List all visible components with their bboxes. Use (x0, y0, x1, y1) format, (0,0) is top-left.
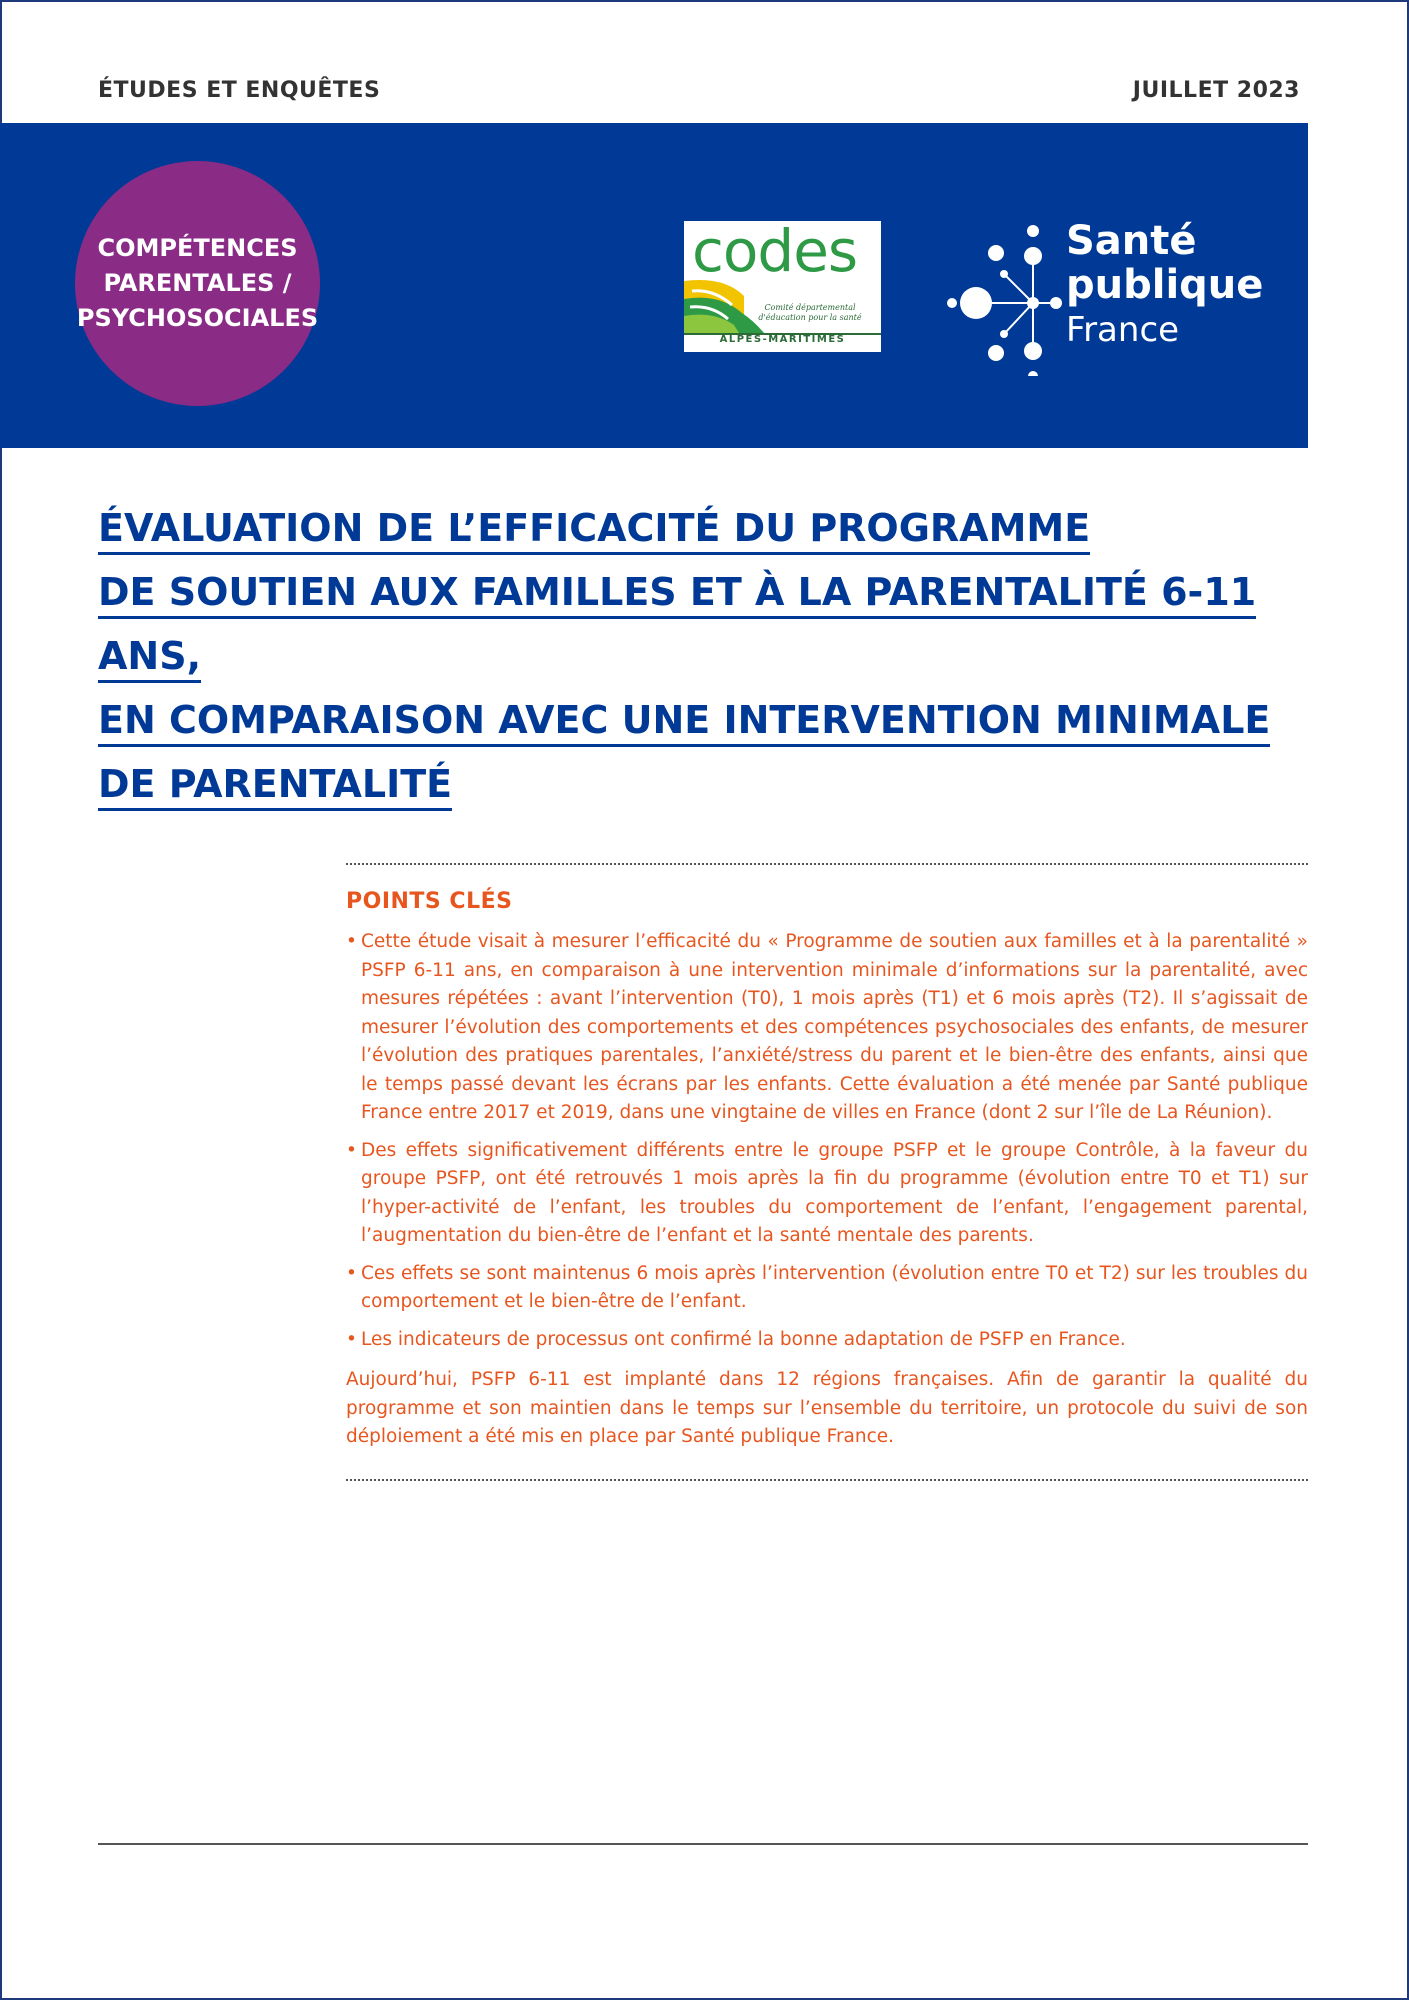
badge-line: COMPÉTENCES (97, 234, 298, 262)
header-banner (0, 123, 1308, 448)
spf-line3: France (1066, 310, 1180, 350)
codes-region: ALPES-MARITIMES (719, 334, 846, 345)
document-title (98, 496, 1318, 816)
key-point-text: Des effets significativement différents entre le groupe PSFP et le groupe Contrôle, à la faveur du groupe PSFP, ont été retrouvés 1 mois après la fin du programme (évolution entre T0 et T1) sur l’hyper-activité de l’enfant, les troubles du comportement de l’enfant, l’engagement parental, l’augmentation du bien-être de l’enfant et la santé mentale des parents. (361, 1139, 1308, 1246)
codes-wordmark: codes (692, 217, 858, 285)
bullet-icon: • (346, 931, 357, 952)
list-item (346, 1326, 1308, 1355)
bullet-icon: • (346, 1139, 357, 1161)
topic-badge (75, 161, 320, 406)
title-line: DE PARENTALITÉ (98, 752, 1318, 816)
title-line: ÉVALUATION DE L’EFFICACITÉ DU PROGRAMME (98, 496, 1318, 560)
spf-line2: publique (1066, 262, 1264, 308)
key-point-text: Cette étude visait à mesurer l’efficacité du « Programme de soutien aux familles et à la parentalité » PSFP 6-11 ans, en comparaison à une intervention minimale d’informations sur la parentalité, avec mesures répétées : avant l’intervention (T0), 1 mois après (T1) et 6 mois après (T2). Il s’agissait de mesurer l’évolution des comportements et des compétences psychosociales des enfants, de mesurer l’évolution des pratiques parentales, l’anxiété/stress du parent et le bien-être des enfants, ainsi que le temps passé devant les écrans par les enfants. Cette évaluation a été menée par Santé publique France entre 2017 et 2019, dans une vingtaine de villes en France (dont 2 sur l’île de La Réunion). (361, 931, 1308, 1123)
codes-logo (684, 217, 881, 352)
codes-subtitle: Comité départemental d'éducation pour la santé (758, 303, 862, 322)
list-item (346, 1260, 1308, 1317)
key-points-top-divider (346, 863, 1308, 865)
bullet-icon: • (346, 1328, 357, 1350)
bullet-icon: • (346, 1262, 357, 1284)
sante-publique-france-logo (944, 201, 1264, 376)
key-points-list (346, 928, 1308, 1363)
key-point-text: Ces effets se sont maintenus 6 mois après l’intervention (évolution entre T0 et T2) sur les troubles du comportement et le bien-être de l’enfant. (361, 1262, 1308, 1312)
spf-line1: Santé (1066, 218, 1197, 264)
network-dots-icon (944, 201, 1069, 376)
list-item (346, 928, 1308, 1128)
list-item (346, 1137, 1308, 1251)
badge-line: PSYCHOSOCIALES (76, 304, 319, 332)
publication-date: JUILLET 2023 (1132, 78, 1300, 103)
key-points-heading: POINTS CLÉS (346, 889, 513, 914)
title-line: DE SOUTIEN AUX FAMILLES ET À LA PARENTALITÉ 6-11 ANS, (98, 560, 1318, 688)
key-points-bottom-divider (346, 1479, 1308, 1481)
spf-wordmark (1066, 219, 1263, 353)
series-label: ÉTUDES ET ENQUÊTES (98, 78, 381, 103)
footer-divider (98, 1843, 1308, 1845)
key-points-closing: Aujourd’hui, PSFP 6-11 est implanté dans 12 régions françaises. Afin de garantir la qualité du programme et son maintien dans le temps sur l’ensemble du territoire, un protocole du suivi de son déploiement a été mis en place par Santé publique France. (346, 1369, 1308, 1447)
title-line: EN COMPARAISON AVEC UNE INTERVENTION MINIMALE (98, 688, 1318, 752)
badge-line: PARENTALES / (103, 269, 292, 297)
key-point-text: Les indicateurs de processus ont confirmé la bonne adaptation de PSFP en France. (361, 1328, 1126, 1350)
